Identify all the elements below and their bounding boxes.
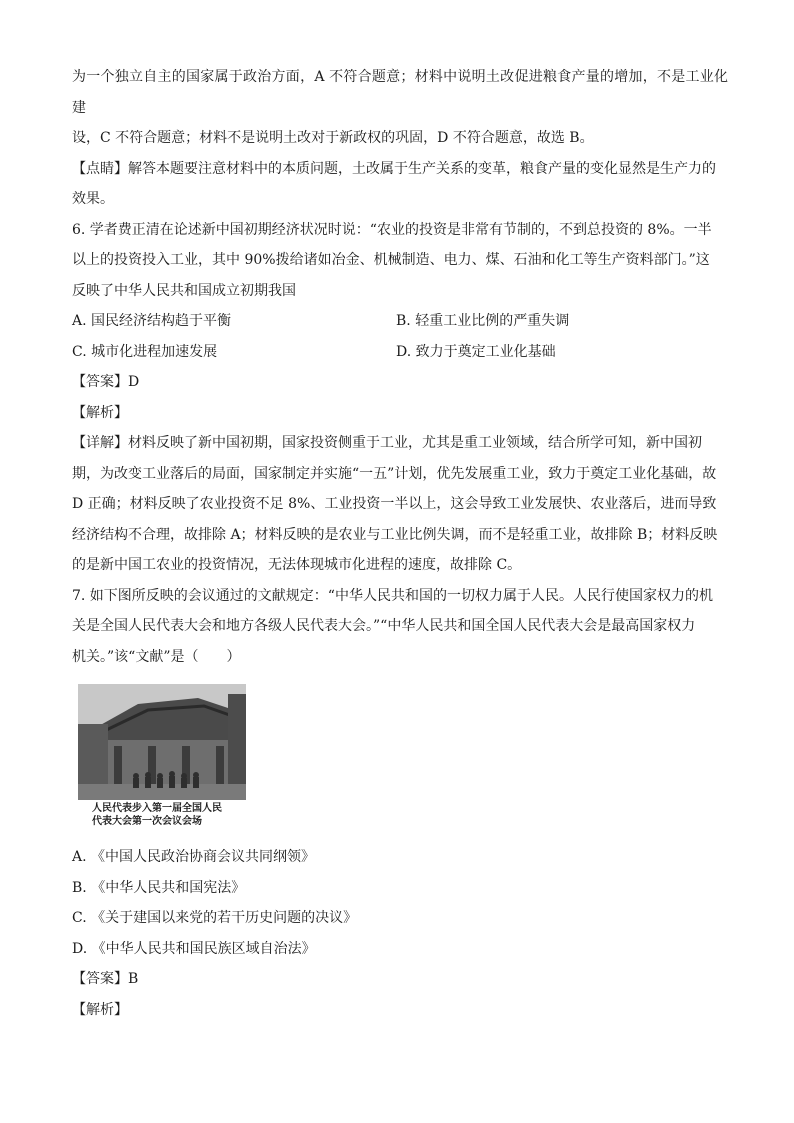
tip-line: 【点睛】解答本题要注意材料中的本质问题，土改属于生产关系的变革，粮食产量的变化显然是生产力的 [72, 160, 716, 177]
tip-line: 效果。 [72, 191, 114, 207]
q6-detail-line: 经济结构不合理，故排除 A；材料反映的是农业与工业比例失调，而不是轻重工业，故排除 B；材料反映 [72, 526, 718, 543]
q6-stem-line: 6. 学者费正清在论述新中国初期经济状况时说：“农业的投资是非常有节制的，不到总投资的 8%。一半 [72, 221, 712, 238]
q6-answer: 【答案】D [72, 374, 140, 390]
q7-option-d: D. 《中华人民共和国民族区域自治法》 [72, 940, 316, 957]
q6-detail-line: 【详解】材料反映了新中国初期，国家投资侧重于工业，尤其是重工业领域，结合所学可知，新中国初 [72, 435, 702, 451]
q6-option-a: A. 国民经济结构趋于平衡 [72, 313, 232, 329]
q6-options-row [72, 337, 728, 368]
q6-options-row [72, 306, 728, 337]
photo-caption [78, 802, 246, 828]
q7-figure [78, 684, 246, 828]
q6-stem-line: 反映了中华人民共和国成立初期我国 [72, 282, 296, 299]
congress-hall-photo [78, 684, 246, 800]
q6-analysis-label: 【解析】 [72, 404, 128, 421]
q7-analysis-label: 【解析】 [72, 1001, 128, 1018]
q6-detail-line: 的是新中国工农业的投资情况，无法体现城市化进程的速度，故排除 C。 [72, 557, 522, 573]
q7-stem-line: 7. 如下图所反映的会议通过的文献规定：“中华人民共和国的一切权力属于人民。人民行使国家权力的机 [72, 587, 713, 604]
q6-detail-line: 期，为改变工业落后的局面，国家制定并实施“一五”计划，优先发展重工业，致力于奠定工业化基础，故 [72, 465, 717, 482]
q7-option-b: B. 《中华人民共和国宪法》 [72, 879, 246, 896]
q7-option-c: C. 《关于建国以来党的若干历史问题的决议》 [72, 910, 358, 926]
text-line: 为一个独立自主的国家属于政治方面，A 不符合题意；材料中说明土改促进粮食产量的增加，不是工业化建 [72, 69, 728, 116]
page-content [72, 62, 728, 1025]
q7-option-a: A. 《中国人民政治协商会议共同纲领》 [72, 849, 316, 865]
q7-answer: 【答案】B [72, 971, 139, 987]
q6-option-b: B. 轻重工业比例的严重失调 [396, 313, 570, 329]
q6-detail-line: D 正确；材料反映了农业投资不足 8%、工业投资一半以上，这会导致工业发展快、农业落后，进而导致 [72, 496, 717, 512]
text-line: 设，C 不符合题意；材料不是说明土改对于新政权的巩固，D 不符合题意，故选 B。 [72, 130, 594, 146]
q7-stem-line: 机关。”该“文献”是（ ） [72, 648, 241, 665]
q6-stem-line: 以上的投资投入工业，其中 90%拨给诸如冶金、机械制造、电力、煤、石油和化工等生产资料部门。”这 [72, 252, 710, 268]
caption-line: 代表大会第一次会议会场 [92, 816, 202, 827]
q7-stem-line: 关是全国人民代表大会和地方各级人民代表大会。”“中华人民共和国全国人民代表大会是最高国家权力 [72, 618, 696, 634]
q6-option-d: D. 致力于奠定工业化基础 [396, 343, 556, 360]
caption-line: 人民代表步入第一届全国人民 [92, 803, 222, 814]
q6-option-c: C. 城市化进程加速发展 [72, 343, 218, 360]
